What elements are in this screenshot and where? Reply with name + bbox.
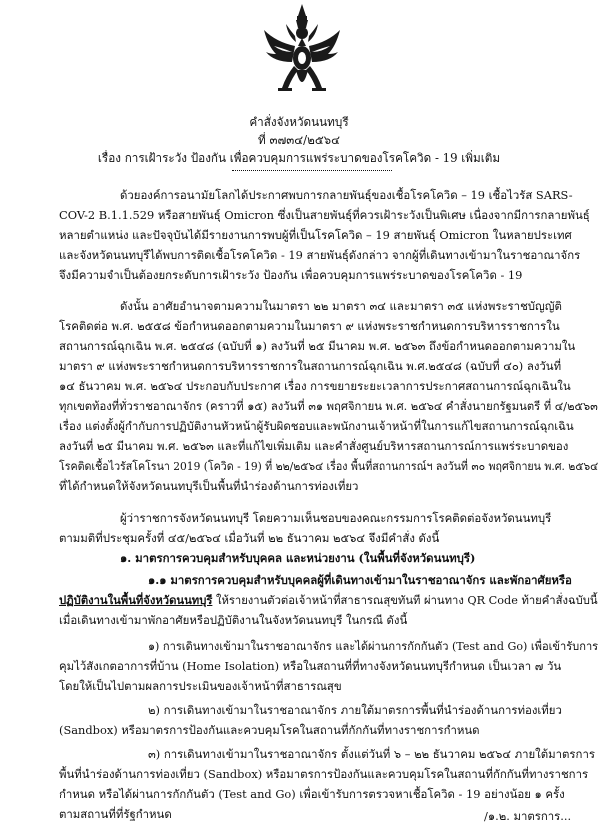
document-number: ที่ ๓๗๓๔/๒๕๖๔ — [257, 133, 341, 147]
paragraph-3-line: ตามมติที่ประชุมครั้งที่ ๔๕/๒๕๖๔ เมื่อวันที่ ๒๒ ธันวาคม ๒๕๖๔ จึงมีคำสั่ง ดังนี้ — [59, 531, 440, 545]
section-1-heading: ๑. มาตรการควบคุมสำหรับบุคคล และหน่วยงาน (ในพื้นที่จังหวัดนนทบุรี) — [120, 551, 476, 565]
paragraph-2-line: มาตรา ๙ แห่งพระราชกำหนดการบริหารราชการในสถานการณ์ฉุกเฉิน พ.ศ.๒๕๔๘ (ฉบับที่ ๔๐) ลงวันที่ — [59, 359, 562, 373]
section-1-1-line: เมื่อเดินทางเข้ามาพักอาศัยหรือปฏิบัติงานในจังหวัดนนทบุรี ในกรณี ดังนี้ — [59, 613, 408, 627]
paragraph-2-line: โรคติดต่อ พ.ศ. ๒๕๕๘ ข้อกำหนดออกตามความในมาตรา ๙ แห่งพระราชกำหนดการบริหารราชการใน — [59, 319, 560, 333]
paragraph-1-line: จึงมีความจำเป็นต้องยกระดับการเฝ้าระวัง ป้องกัน เพื่อควบคุมการแพร่ระบาดของโรคโควิด - 19 — [59, 268, 523, 282]
section-1-1-line — [59, 590, 598, 611]
paragraph-1-line: หลายตำแหน่ง และปัจจุบันได้มีรายงานการพบผู้ที่เป็นโรคโควิด – 19 สายพันธุ์ Omicron ในหลายประเทศ — [59, 228, 572, 242]
paragraph-1-line: COV-2 B.1.1.529 หรือสายพันธุ์ Omicron ซึ่งเป็นสายพันธุ์ที่ควรเฝ้าระวังเป็นพิเศษ เนื่องจากมีการกลายพันธุ์ — [59, 208, 590, 222]
paragraph-2-line: ลงวันที่ ๒๕ มีนาคม พ.ศ. ๒๕๖๓ และที่แก้ไขเพิ่มเติม และคำสั่งศูนย์บริหารสถานการณ์การแพร่ระบาดของ — [59, 439, 569, 453]
item-3-line: ตามสถานที่ที่รัฐกำหนด — [59, 807, 172, 821]
item-2-line: ๒) การเดินทางเข้ามาในราชอาณาจักร ภายใต้มาตรการพื้นที่นำร่องด้านการท่องเที่ยว — [148, 703, 562, 717]
section-1-1-text: ให้รายงานตัวต่อเจ้าหน้าที่สาธารณสุขทันที ผ่านทาง QR Code ท้ายคำสั่งฉบับนี้ — [212, 593, 598, 607]
paragraph-2-line: สถานการณ์ฉุกเฉิน พ.ศ. ๒๕๔๘ (ฉบับที่ ๑) ลงวันที่ ๒๕ มีนาคม พ.ศ. ๒๕๖๓ ถึงข้อกำหนดออกตามความใน — [59, 339, 576, 353]
paragraph-1-line: ด้วยองค์การอนามัยโลกได้ประกาศพบการกลายพันธุ์ของเชื้อโรคโควิด – 19 เชื้อไวรัส SARS- — [120, 188, 573, 202]
item-3-line: ๓) การเดินทางเข้ามาในราชอาณาจักร ตั้งแต่วันที่ ๖ – ๒๒ ธันวาคม ๒๕๖๔ ภายใต้มาตรการ — [148, 747, 595, 761]
paragraph-3-line: ผู้ว่าราชการจังหวัดนนทบุรี โดยความเห็นชอบของคณะกรรมการโรคติดต่อจังหวัดนนทบุรี — [120, 511, 552, 525]
document-subject: เรื่อง การเฝ้าระวัง ป้องกัน เพื่อควบคุมการแพร่ระบาดของโรคโควิด - 19 เพิ่มเติม — [97, 151, 501, 165]
paragraph-2-line: ดังนั้น อาศัยอำนาจตามความในมาตรา ๒๒ มาตรา ๓๔ และมาตรา ๓๕ แห่งพระราชบัญญัติ — [120, 299, 562, 313]
section-1-1-bold-area: ปฏิบัติงานในพื้นที่จังหวัดนนทบุรี — [59, 593, 213, 607]
continuation-marker: /๑.๒. มาตรการ... — [484, 809, 572, 823]
item-1-line: คุมไว้สังเกตอาการที่บ้าน (Home Isolation) หรือในสถานที่ที่ทางจังหวัดนนทบุรีกำหนด เป็นเวลา ๗ วัน — [59, 659, 562, 673]
separator-dots — [232, 170, 392, 171]
paragraph-1-line: และจังหวัดนนทบุรีได้พบการติดเชื้อโรคโควิด - 19 สายพันธุ์ดังกล่าว จากผู้ที่เดินทางเข้ามาในราชอาณาจักร — [59, 248, 581, 262]
garuda-emblem-icon — [262, 2, 342, 102]
item-1-line: โดยให้เป็นไปตามผลการประเมินของเจ้าหน้าที่สาธารณสุข — [59, 679, 342, 693]
paragraph-2-line: ๑๔ ธันวาคม พ.ศ. ๒๕๖๔ ประกอบกับประกาศ เรื่อง การขยายระยะเวลาการประกาศสถานการณ์ฉุกเฉินใน — [59, 379, 571, 393]
document-title: คำสั่งจังหวัดนนทบุรี — [249, 115, 349, 129]
paragraph-2-line: โรคติดเชื้อไวรัสโคโรนา 2019 (โควิด - 19) ที่ ๒๒/๒๕๖๔ เรื่อง พื้นที่สถานการณ์ฯ ลงวันที่ ๓๐ พฤศจิกายน พ.ศ. ๒๕๖๔ — [59, 459, 599, 473]
section-1-1-heading: ๑.๑ มาตรการควบคุมสำหรับบุคคลผู้ที่เดินทางเข้ามาในราชอาณาจักร และพักอาศัยหรือ — [148, 573, 572, 587]
paragraph-2-line: ที่ได้กำหนดให้จังหวัดนนทบุรีเป็นพื้นที่นำร่องด้านการท่องเที่ยว — [59, 479, 359, 493]
item-1-line: ๑) การเดินทางเข้ามาในราชอาณาจักร และได้ผ่านการกักกันตัว (Test and Go) เพื่อเข้ารับการ — [148, 639, 599, 653]
item-3-line: พื้นที่นำร่องด้านการท่องเที่ยว (Sandbox) หรือมาตรการป้องกันและควบคุมโรคในสถานที่กักกันที่ทางราชการ — [59, 767, 589, 781]
paragraph-2-line: ทุกเขตท้องที่ทั่วราชอาณาจักร (คราวที่ ๑๕) ลงวันที่ ๓๑ พฤศจิกายน พ.ศ. ๒๕๖๔ คำสั่งนายกรัฐมนตรี ที่ ๔/๒๕๖๓ — [59, 399, 598, 413]
paragraph-2-line: เรื่อง แต่งตั้งผู้กำกับการปฏิบัติงานหัวหน้าผู้รับผิดชอบและพนักงานเจ้าหน้าที่ในการแก้ไขสถานการณ์ฉุกเฉิน — [59, 419, 574, 433]
item-2-line: (Sandbox) หรือมาตรการป้องกันและควบคุมโรคในสถานที่กักกันที่ทางราชการกำหนด — [59, 723, 480, 737]
item-3-line: กำหนด หรือได้ผ่านการกักกันตัว (Test and Go) เพื่อเข้ารับการตรวจหาเชื้อโควิด - 19 อย่างน้อย ๑ ครั้ง — [59, 787, 565, 801]
